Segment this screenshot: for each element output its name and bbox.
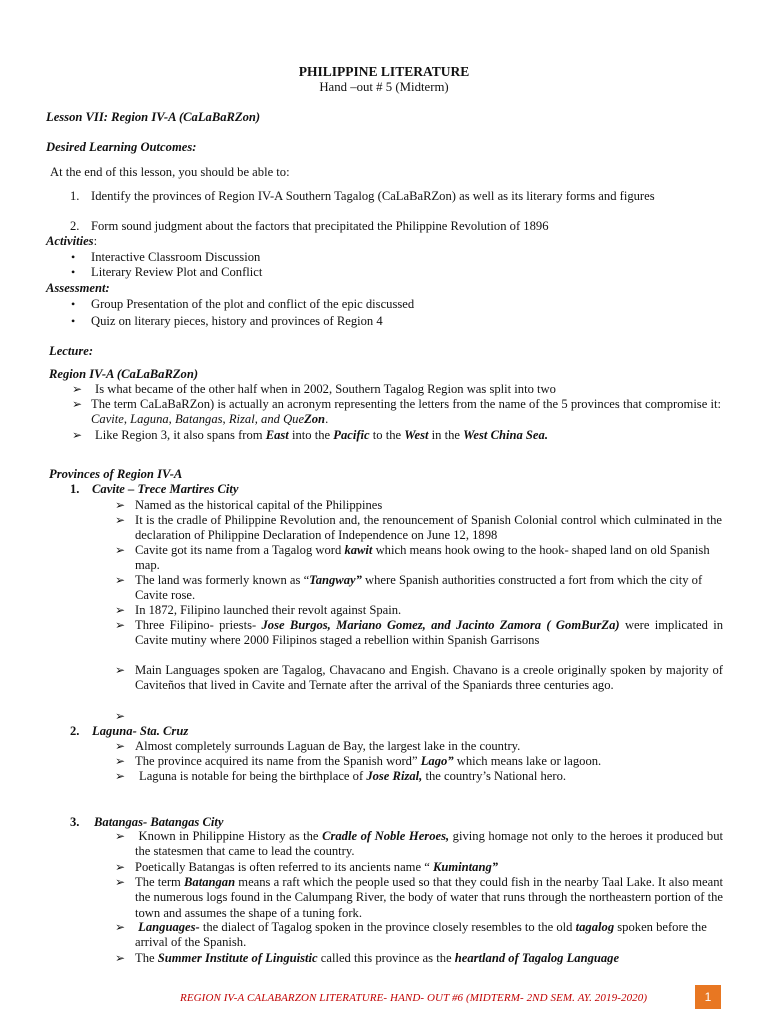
lecture-heading: Lecture:: [49, 344, 94, 358]
province-point: The term Batangan means a raft which the people used so that they could fish in the nearby Taal Lake. It also meant the numerous logs found in the Calumpang River, the body of water that runs through the northeastern portion of the town and assumes the shape of a tuning fork.: [135, 875, 723, 920]
arrow-bullet-icon: ➢: [115, 860, 126, 874]
province-point: The Summer Institute of Linguistic called this province as the heartland of Tagalog Language: [135, 951, 620, 965]
province-point: The land was formerly known as “Tangway” where Spanish authorities constructed a fort from which the city of Cavite rose.: [135, 573, 703, 603]
province-point: Almost completely surrounds Laguan de Bay, the largest lake in the country.: [135, 739, 521, 753]
outcome-item: Form sound judgment about the factors that precipitated the Philippine Revolution of 1896: [91, 219, 549, 233]
page-number: 1: [695, 985, 721, 1009]
arrow-bullet-icon: ➢: [115, 754, 126, 768]
activity-item: Literary Review Plot and Conflict: [91, 265, 263, 279]
lesson-heading: Lesson VII: Region IV-A (CaLaBaRZon): [46, 110, 261, 124]
arrow-bullet-icon: ➢: [115, 513, 126, 527]
province-point: Main Languages spoken are Tagalog, Chavacano and Engish. Chavano is a creole originally spoken by majority of Caviteños that lived in Cavite and Ternate after the arrival of the Spaniards three centuries ago.: [135, 663, 723, 693]
arrow-bullet-icon: ➢: [115, 618, 126, 632]
bullet-icon: •: [71, 265, 76, 279]
province-point: It is the cradle of Philippine Revolution and, the renouncement of Spanish Colonial control which culminated in the declaration of Philippine Declaration of Independence on June 12, 1898: [135, 513, 722, 543]
province-point: Cavite got its name from a Tagalog word kawit which means hook owing to the hook- shaped land on old Spanish map.: [135, 543, 710, 573]
lecture-point: The term CaLaBaRZon) is actually an acronym representing the letters from the name of the 5 provinces that compromise it: Cavite, Laguna, Batangas, Rizal, and QueZon.: [91, 397, 721, 427]
province-point: In 1872, Filipino launched their revolt against Spain.: [135, 603, 402, 617]
province-point: Three Filipino- priests- Jose Burgos, Mariano Gomez, and Jacinto Zamora ( GomBurZa) were implicated in Cavite mutiny where 2000 Filipinos staged a rebellion within Spanish Garrisons: [135, 618, 723, 648]
lecture-point: Like Region 3, it also spans from East into the Pacific to the West in the West China Sea.: [95, 428, 548, 442]
bullet-icon: •: [71, 297, 76, 311]
province-number: 2.: [70, 724, 80, 738]
activity-item: Interactive Classroom Discussion: [91, 250, 261, 264]
arrow-bullet-icon: ➢: [72, 397, 83, 411]
arrow-bullet-icon: ➢: [115, 573, 126, 587]
arrow-bullet-icon: ➢: [115, 951, 126, 965]
arrow-bullet-icon: ➢: [115, 875, 126, 889]
province-point: Named as the historical capital of the Philippines: [135, 498, 383, 512]
assessment-heading: Assessment:: [46, 281, 110, 295]
bullet-icon: •: [71, 314, 76, 328]
region-heading: Region IV-A (CaLaBaRZon): [49, 367, 199, 381]
province-number: 3.: [70, 815, 80, 829]
outcome-item: Identify the provinces of Region IV-A Southern Tagalog (CaLaBaRZon) as well as its literary forms and figures: [91, 189, 655, 203]
outcome-number: 2.: [70, 219, 80, 233]
outcomes-intro: At the end of this lesson, you should be able to:: [50, 165, 290, 179]
assessment-item: Group Presentation of the plot and conflict of the epic discussed: [91, 297, 415, 311]
arrow-bullet-icon: ➢: [72, 428, 83, 442]
arrow-bullet-icon: ➢: [115, 920, 126, 934]
arrow-bullet-icon: ➢: [115, 603, 126, 617]
provinces-heading: Provinces of Region IV-A: [49, 467, 183, 481]
arrow-bullet-icon: ➢: [115, 543, 126, 557]
province-title: Cavite – Trece Martires City: [92, 482, 239, 496]
province-number: 1.: [70, 482, 80, 496]
province-title: Batangas- Batangas City: [94, 815, 224, 829]
arrow-bullet-icon: ➢: [115, 769, 126, 783]
arrow-bullet-icon: ➢: [115, 663, 126, 677]
province-title: Laguna- Sta. Cruz: [92, 724, 189, 738]
province-point: Laguna is notable for being the birthplace of Jose Rizal, the country’s National hero.: [139, 769, 567, 783]
arrow-bullet-icon: ➢: [115, 739, 126, 753]
province-point: The province acquired its name from the Spanish word” Lago” which means lake or lagoon.: [135, 754, 602, 768]
bullet-icon: •: [71, 250, 76, 264]
outcome-number: 1.: [70, 189, 80, 203]
province-point: Known in Philippine History as the Cradle of Noble Heroes, giving homage not only to the heroes it produced but the statesmen that came to lead the country.: [135, 829, 724, 859]
lecture-point: Is what became of the other half when in 2002, Southern Tagalog Region was split into two: [95, 382, 556, 396]
page-footer: REGION IV-A CALABARZON LITERATURE- HAND- OUT #6 (MIDTERM- 2ND SEM. AY. 2019-2020): [180, 992, 648, 1004]
arrow-bullet-icon: ➢: [72, 382, 83, 396]
document-title: PHILIPPINE LITERATURE: [298, 64, 470, 79]
arrow-bullet-icon: ➢: [115, 498, 126, 512]
arrow-bullet-icon: ➢: [115, 829, 126, 843]
province-point: Poetically Batangas is often referred to its ancients name “ Kumintang”: [135, 860, 499, 874]
arrow-bullet-icon: ➢: [115, 709, 126, 723]
activities-heading: Activities:: [46, 234, 98, 248]
document-subtitle: Hand –out # 5 (Midterm): [319, 80, 449, 94]
assessment-item: Quiz on literary pieces, history and provinces of Region 4: [91, 314, 383, 328]
outcomes-heading: Desired Learning Outcomes:: [46, 140, 197, 154]
province-point: Languages- the dialect of Tagalog spoken in the province closely resembles to the old tagalog spoken before the arrival of the Spanish.: [135, 920, 707, 950]
